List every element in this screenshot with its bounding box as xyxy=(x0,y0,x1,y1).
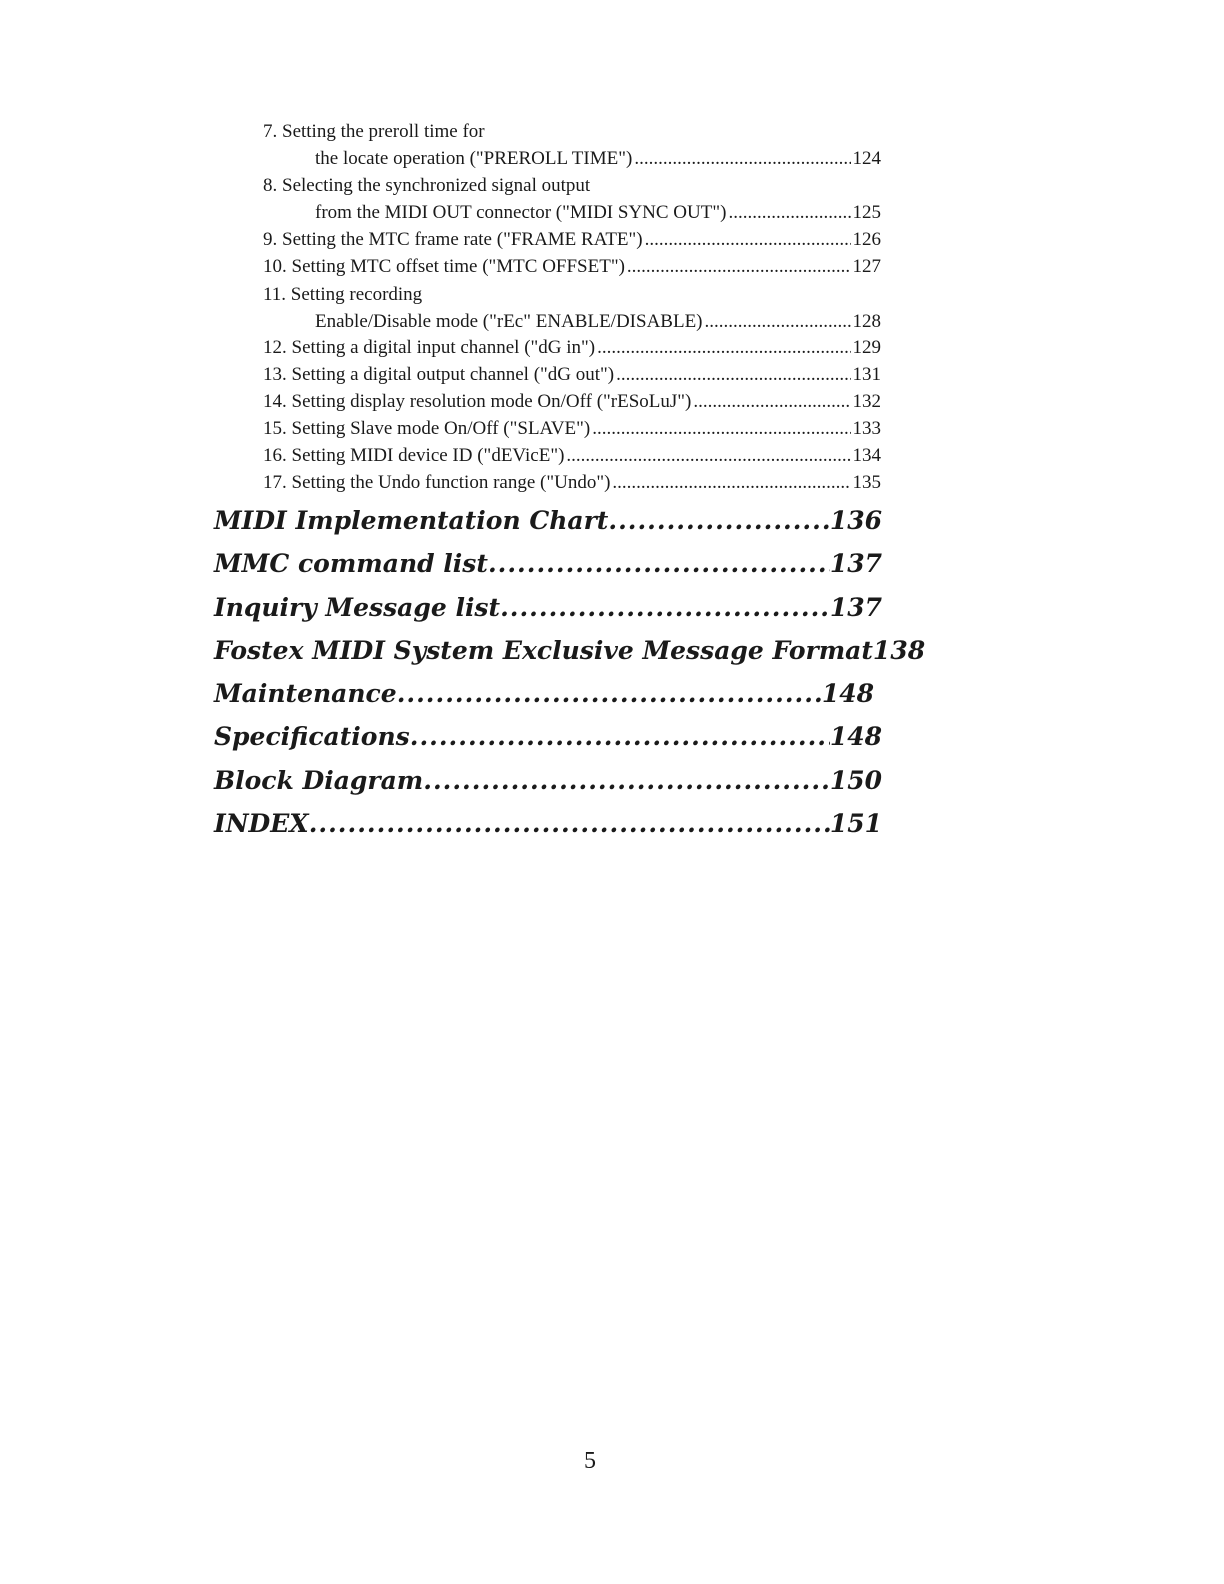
toc-main-entry-page: 151 xyxy=(829,809,882,838)
toc-entry-text: 13. Setting a digital output channel ("dG out") xyxy=(263,364,615,385)
toc-entry-text: 16. Setting MIDI device ID ("dEVicE") xyxy=(263,445,565,466)
toc-main-entry-fostex-midi-sysex-format xyxy=(214,636,926,676)
toc-main-entry-title: Fostex MIDI System Exclusive Message Format xyxy=(214,636,873,665)
toc-main-entry-specifications xyxy=(214,722,882,762)
toc-sub-entry-16 xyxy=(263,442,881,469)
toc-entry-text: 15. Setting Slave mode On/Off ("SLAVE") xyxy=(263,418,591,439)
dot-leader xyxy=(488,549,830,578)
toc-entry-page: 132 xyxy=(852,391,881,412)
toc-main-entry-page: 137 xyxy=(829,593,882,622)
dot-leader xyxy=(612,469,850,496)
toc-main-entry-index xyxy=(214,809,882,849)
dot-leader xyxy=(423,766,830,795)
toc-entry-page: 124 xyxy=(852,148,881,169)
dot-leader xyxy=(309,809,830,838)
toc-main-entry-mmc-command-list xyxy=(214,549,882,589)
toc-entry-text: 11. Setting recording xyxy=(263,284,423,305)
toc-sub-entry-9 xyxy=(263,226,881,253)
toc-main-entry-page: 150 xyxy=(829,766,882,795)
toc-main-entry-midi-implementation-chart xyxy=(214,506,882,546)
dot-leader xyxy=(705,308,851,335)
toc-sub-entry-14 xyxy=(263,388,881,415)
toc-sub-entry-7 xyxy=(263,118,881,172)
toc-main-entry-inquiry-message-list xyxy=(214,593,882,633)
toc-entry-page: 125 xyxy=(852,202,881,223)
toc-sub-entry-12 xyxy=(263,334,881,361)
toc-entry-text: 7. Setting the preroll time for xyxy=(263,121,485,142)
toc-entry-text: 14. Setting display resolution mode On/Off ("rESoLuJ") xyxy=(263,391,692,412)
toc-main-entry-page: 148 xyxy=(821,679,874,708)
dot-leader xyxy=(597,334,850,361)
toc-sub-entry-15 xyxy=(263,415,881,442)
dot-leader xyxy=(645,226,851,253)
toc-sub-entry-11 xyxy=(263,281,881,335)
toc-main-entry-page: 137 xyxy=(829,549,882,578)
dot-leader xyxy=(500,593,830,622)
toc-main-entry-title: Inquiry Message list xyxy=(214,593,501,622)
dot-leader xyxy=(397,679,822,708)
toc-sub-entry-8 xyxy=(263,172,881,226)
dot-leader xyxy=(728,199,850,226)
toc-entry-page: 128 xyxy=(852,311,881,332)
toc-sub-entry-10 xyxy=(263,253,881,280)
toc-main-entry-page: 136 xyxy=(829,506,882,535)
dot-leader xyxy=(616,361,850,388)
toc-entry-page: 126 xyxy=(852,229,881,250)
dot-leader xyxy=(566,442,850,469)
toc-main-entry-title: Block Diagram xyxy=(214,766,424,795)
toc-entry-text: from the MIDI OUT connector ("MIDI SYNC OUT") xyxy=(315,202,727,223)
toc-entry-page: 134 xyxy=(852,445,881,466)
toc-main-entry-title: Specifications xyxy=(214,722,410,751)
page-number: 5 xyxy=(584,1448,596,1474)
toc-main-entry-title: MMC command list xyxy=(214,549,488,578)
toc-main-entry-maintenance xyxy=(214,679,874,719)
toc-entry-page: 127 xyxy=(852,256,881,277)
dot-leader xyxy=(634,145,850,172)
dot-leader xyxy=(693,388,850,415)
toc-main-entry-title: MIDI Implementation Chart xyxy=(214,506,609,535)
dot-leader xyxy=(627,253,851,280)
toc-entry-page: 131 xyxy=(852,364,881,385)
toc-main-entry-title: INDEX xyxy=(214,809,309,838)
toc-entry-text: 17. Setting the Undo function range ("Undo") xyxy=(263,472,611,493)
toc-entry-page: 135 xyxy=(852,472,881,493)
dot-leader xyxy=(410,722,830,751)
toc-entry-text: 10. Setting MTC offset time ("MTC OFFSET") xyxy=(263,256,625,277)
toc-main-entry-page: 138 xyxy=(872,636,926,665)
toc-entry-text: Enable/Disable mode ("rEc" ENABLE/DISABLE) xyxy=(315,311,703,332)
toc-entry-text: 12. Setting a digital input channel ("dG in") xyxy=(263,337,596,358)
toc-main-entry-page: 148 xyxy=(829,722,882,751)
toc-entry-text: the locate operation ("PREROLL TIME") xyxy=(315,148,633,169)
toc-entry-page: 129 xyxy=(852,337,881,358)
dot-leader xyxy=(608,506,829,535)
dot-leader xyxy=(592,415,850,442)
toc-entry-text: 9. Setting the MTC frame rate ("FRAME RATE") xyxy=(263,229,643,250)
toc-sub-entry-13 xyxy=(263,361,881,388)
toc-entry-page: 133 xyxy=(852,418,881,439)
toc-sub-entry-17 xyxy=(263,469,881,496)
toc-entry-text: 8. Selecting the synchronized signal output xyxy=(263,175,591,196)
toc-main-entry-title: Maintenance xyxy=(214,679,397,708)
toc-main-entry-block-diagram xyxy=(214,766,882,806)
